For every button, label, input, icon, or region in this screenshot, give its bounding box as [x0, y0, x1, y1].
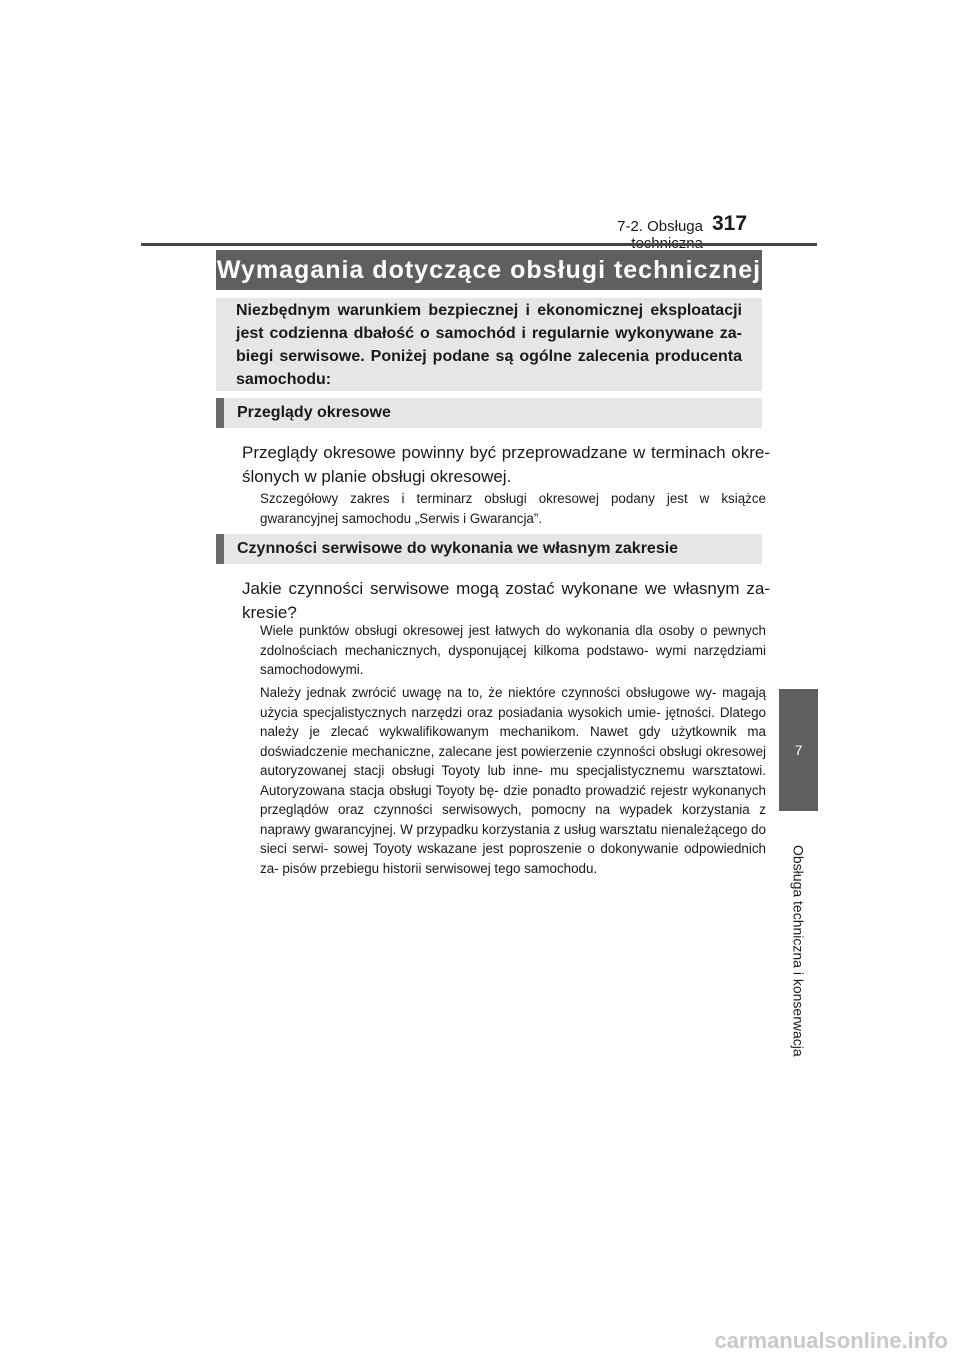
section-heading-periodic-inspections: Przeglądy okresowe — [216, 398, 762, 428]
intro-text: Niezbędnym warunkiem bezpiecznej i ekonomicznej eksploatacji jest codzienna dbałość o samochód i regularnie wykonywane za- biegi serwisowe. Poniżej podane są ogólne zalecenia producenta samochodu: — [236, 301, 742, 388]
section-note: Należy jednak zwrócić uwagę na to, że niektóre czynności obsługowe wy- magają użycia specjalistycznych narzędzi oraz posiadania wysokich umie- jętności. Dlatego należy je zlecać wykwalifikowanym mechanikom. Nawet gdy użytkownik ma doświadczenie mechaniczne, zalecane jest powierzenie czynności obsługi okresowej autoryzowanej stacji obsługi Toyoty lub inne- mu specjalistycznemu warsztatowi. Autoryzowana stacja obsługi Toyoty bę- dzie ponadto prowadzić rejestr wykonanych przeglądów oraz czynności serwisowych, pomocny na wypadek korzystania z naprawy gwarancyjnej. W przypadku korzystania z usług warsztatu nienależącego do sieci serwi- sowej Toyoty wskazane jest poproszenie o dokonywanie odpowiednich za- pisów przebiegu historii serwisowej tego samochodu. — [260, 685, 766, 876]
header-section-title: 7-2. Obsługa — [617, 218, 703, 235]
chapter-tab-label — [779, 817, 818, 1085]
chapter-tab-number: 7 — [794, 742, 803, 758]
watermark: carmanualsonline.info — [714, 1328, 948, 1353]
chapter-tab-label-text: Obsługa techniczna i konserwacja — [790, 845, 807, 1057]
chapter-tab — [779, 689, 818, 811]
intro-box — [216, 298, 762, 391]
header-divider — [141, 243, 817, 246]
page-title: Wymagania dotyczące obsługi technicznej — [216, 250, 762, 290]
section-lead-text: Jakie czynności serwisowe mogą zostać wykonane we własnym za- kresie? — [242, 579, 770, 622]
section-note: Wiele punktów obsługi okresowej jest łatwych do wykonania dla osoby o pewnych zdolnościach mechanicznych, dysponującej kilkoma podstawo- wymi narzędziami samochodowymi. — [260, 623, 766, 677]
section-lead-text: Przeglądy okresowe powinny być przeprowadzane w terminach okre- ślonych w planie obsługi okresowej. — [242, 443, 770, 486]
page-number: 317 — [712, 212, 748, 235]
section-heading-diy-maintenance: Czynności serwisowe do wykonania we własnym zakresie — [216, 534, 762, 564]
section-note: Szczegółowy zakres i terminarz obsługi okresowej podany jest w książce gwarancyjnej samochodu „Serwis i Gwarancja”. — [260, 491, 766, 526]
